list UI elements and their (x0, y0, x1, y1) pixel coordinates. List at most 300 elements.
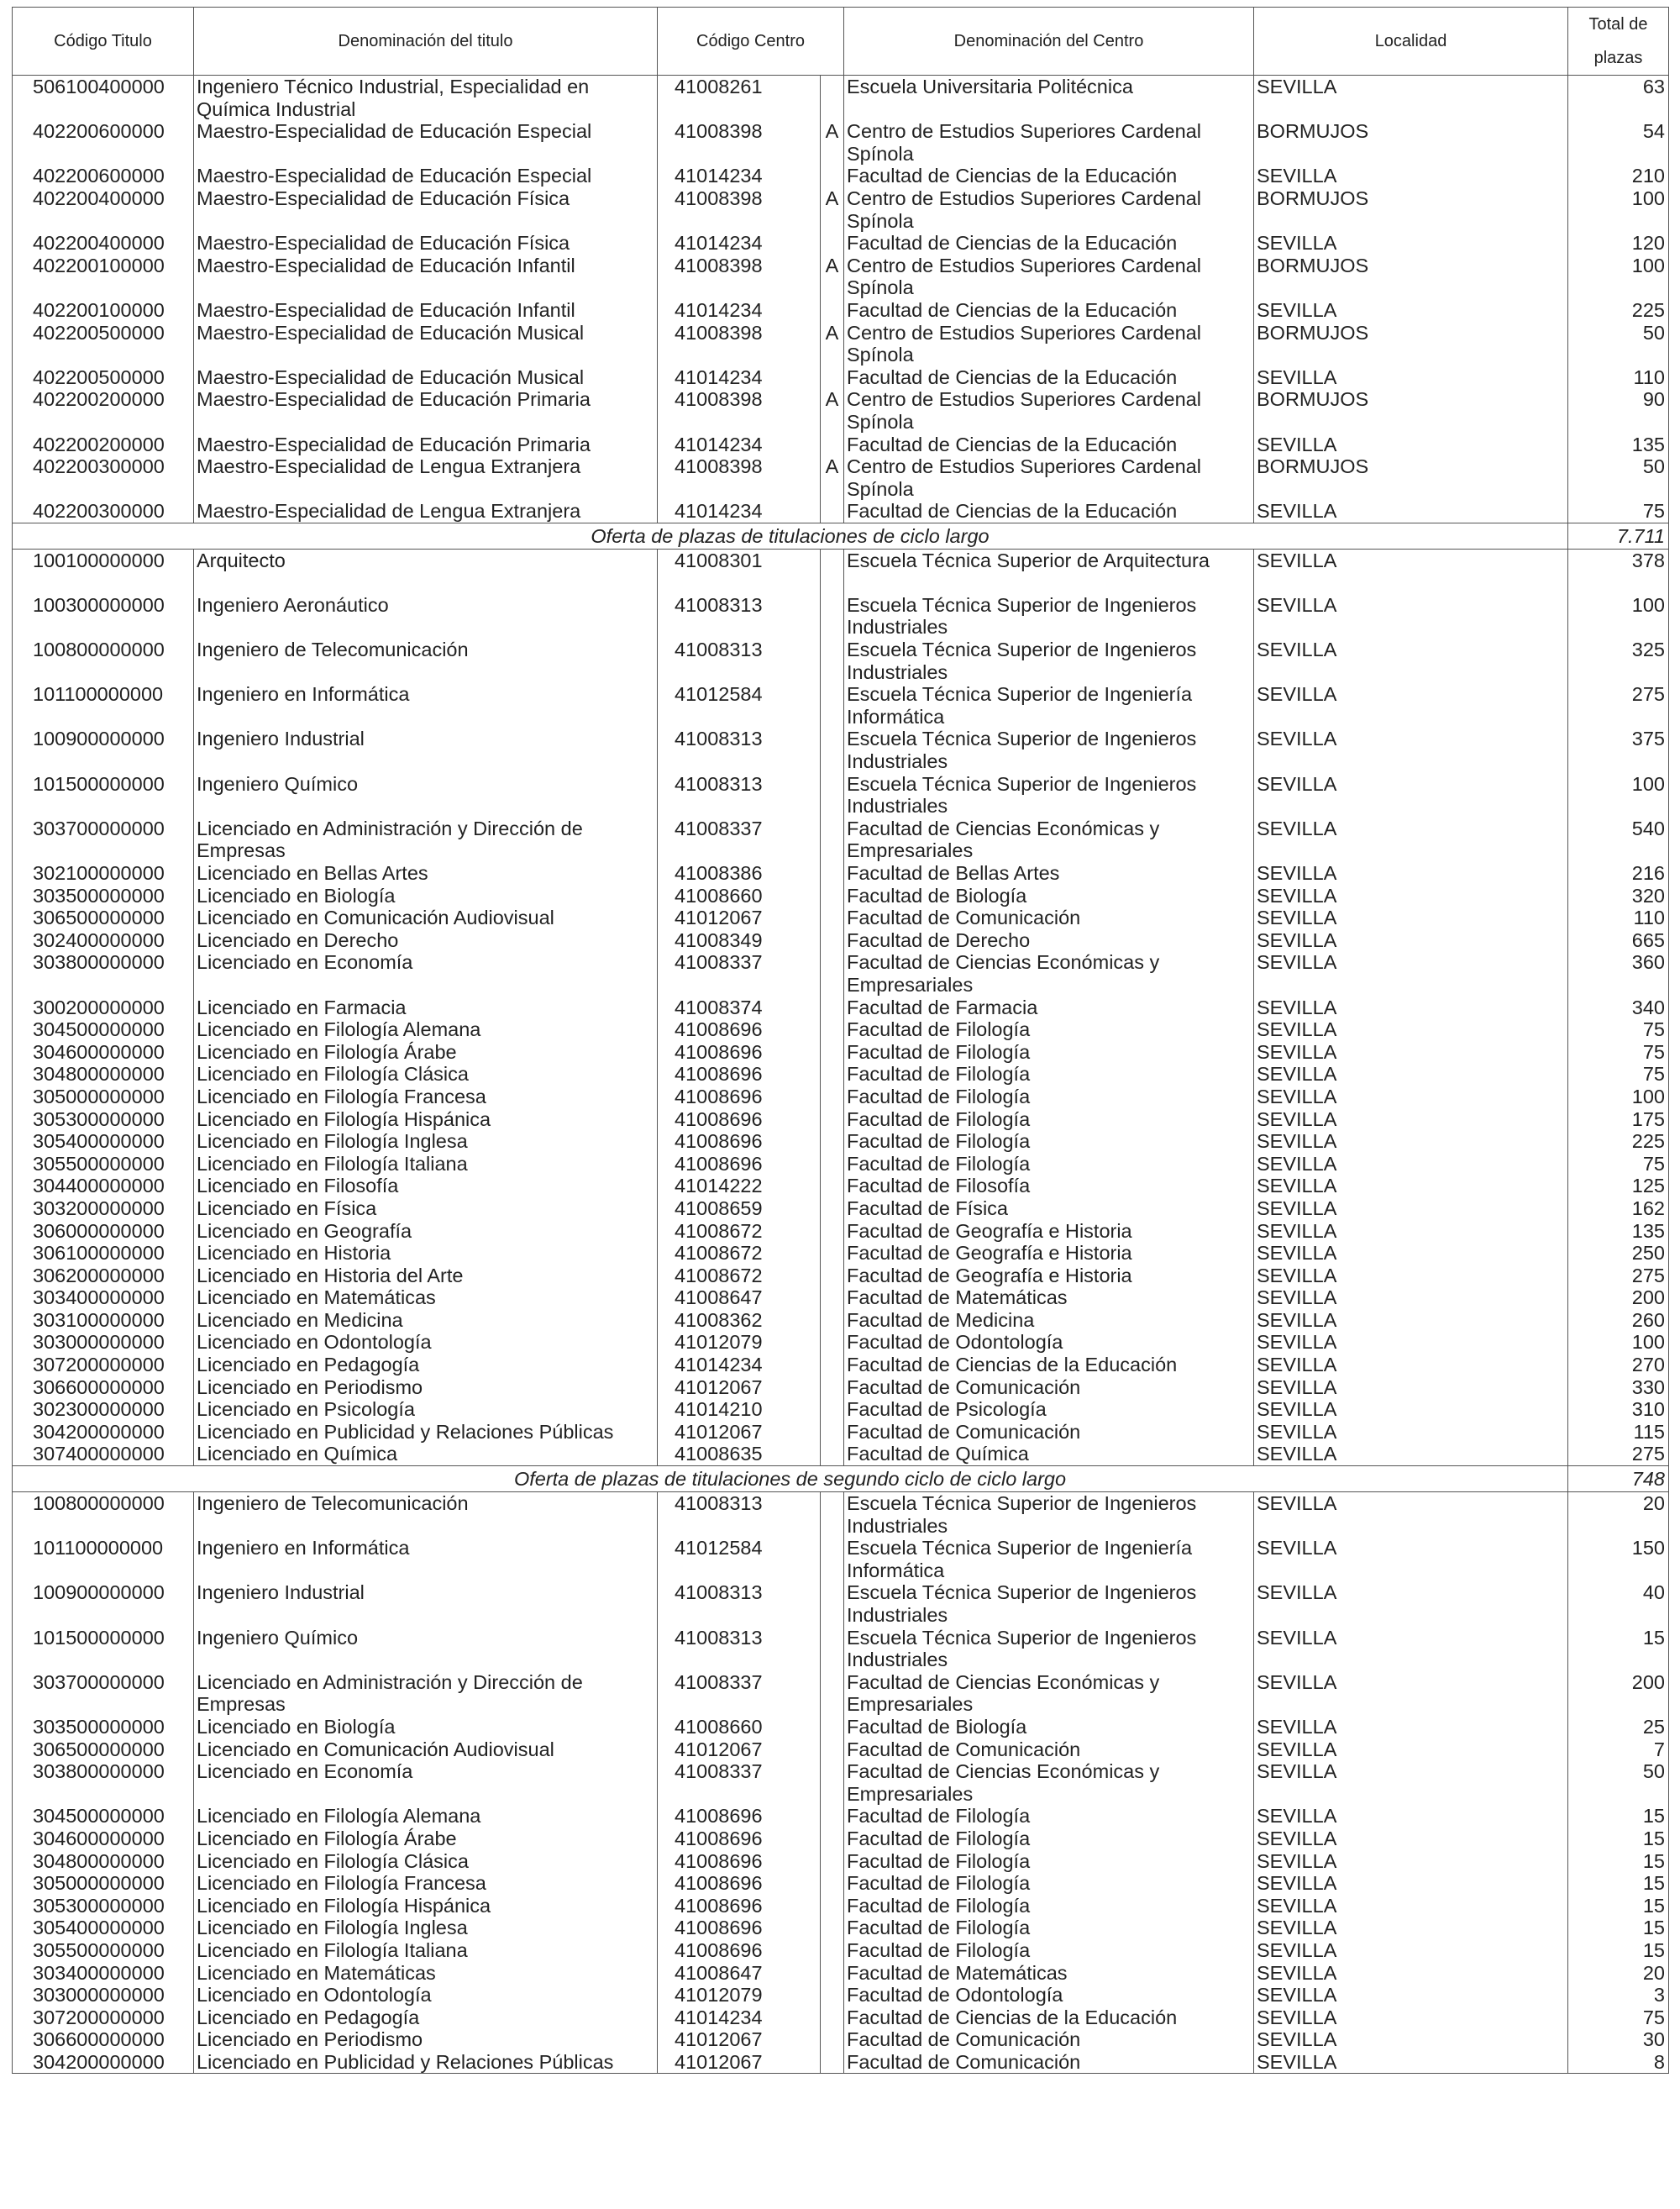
localidad: BORMUJOS (1254, 255, 1568, 299)
denominacion-titulo: Ingeniero Químico (194, 1627, 658, 1671)
codigo-titulo: 100300000000 (13, 594, 194, 639)
denominacion-titulo: Licenciado en Biología (194, 1716, 658, 1738)
table-row (13, 1220, 1669, 1243)
total-plazas: 135 (1568, 1220, 1669, 1243)
localidad: SEVILLA (1254, 165, 1568, 187)
table-row (13, 366, 1669, 389)
codigo-titulo: 303700000000 (13, 818, 194, 862)
total-plazas: 30 (1568, 2028, 1669, 2051)
total-plazas: 75 (1568, 500, 1669, 523)
total-plazas: 210 (1568, 165, 1669, 187)
denominacion-titulo: Licenciado en Matemáticas (194, 1286, 658, 1309)
codigo-centro: 41014234 (658, 366, 821, 389)
codigo-titulo: 303500000000 (13, 1716, 194, 1738)
codigo-centro: 41008659 (658, 1197, 821, 1220)
codigo-centro: 41012067 (658, 907, 821, 929)
table-row (13, 1537, 1669, 1581)
centro-status: A (821, 388, 844, 433)
denominacion-centro: Facultad de Comunicación (844, 1376, 1254, 1399)
localidad: SEVILLA (1254, 1962, 1568, 1985)
centro-status (821, 1939, 844, 1962)
centro-status (821, 639, 844, 683)
centro-status (821, 165, 844, 187)
localidad: SEVILLA (1254, 1443, 1568, 1465)
denominacion-centro: Centro de Estudios Superiores Cardenal Spínola (844, 187, 1254, 232)
localidad: BORMUJOS (1254, 388, 1568, 433)
localidad: SEVILLA (1254, 500, 1568, 523)
denominacion-centro: Facultad de Biología (844, 885, 1254, 907)
centro-status (821, 1443, 844, 1465)
table-row (13, 1242, 1669, 1265)
denominacion-centro: Facultad de Ciencias Económicas y Empresariales (844, 1760, 1254, 1805)
codigo-titulo: 100100000000 (13, 549, 194, 594)
codigo-titulo: 100800000000 (13, 1492, 194, 1538)
denominacion-titulo: Licenciado en Historia (194, 1242, 658, 1265)
codigo-centro: 41012067 (658, 2051, 821, 2074)
localidad: SEVILLA (1254, 639, 1568, 683)
denominacion-centro: Facultad de Ciencias de la Educación (844, 434, 1254, 456)
localidad: SEVILLA (1254, 683, 1568, 728)
table-row (13, 997, 1669, 1019)
centro-status (821, 1492, 844, 1538)
codigo-centro: 41008337 (658, 1671, 821, 1716)
table-row (13, 594, 1669, 639)
localidad: SEVILLA (1254, 299, 1568, 322)
codigo-centro: 41014234 (658, 165, 821, 187)
denominacion-titulo: Licenciado en Filología Clásica (194, 1850, 658, 1873)
codigo-titulo: 305400000000 (13, 1130, 194, 1153)
denominacion-centro: Facultad de Filología (844, 1872, 1254, 1895)
codigo-centro: 41014234 (658, 1354, 821, 1376)
table-row (13, 1671, 1669, 1716)
codigo-centro: 41012079 (658, 1984, 821, 2007)
localidad: SEVILLA (1254, 434, 1568, 456)
codigo-centro: 41008696 (658, 1850, 821, 1873)
table-body (13, 76, 1669, 2074)
table-row (13, 255, 1669, 299)
codigo-titulo: 303400000000 (13, 1286, 194, 1309)
centro-status: A (821, 255, 844, 299)
localidad: SEVILLA (1254, 997, 1568, 1019)
centro-status (821, 1627, 844, 1671)
table-row (13, 1086, 1669, 1108)
denominacion-titulo: Maestro-Especialidad de Educación Primaria (194, 434, 658, 456)
codigo-centro: 41008337 (658, 1760, 821, 1805)
table-row (13, 76, 1669, 121)
total-plazas: 7 (1568, 1738, 1669, 1761)
codigo-titulo: 402200100000 (13, 255, 194, 299)
total-plazas: 15 (1568, 1805, 1669, 1828)
codigo-centro: 41008374 (658, 997, 821, 1019)
codigo-centro: 41008696 (658, 1805, 821, 1828)
denominacion-centro: Facultad de Filología (844, 1108, 1254, 1131)
denominacion-centro: Centro de Estudios Superiores Cardenal Spínola (844, 322, 1254, 366)
codigo-titulo: 101500000000 (13, 1627, 194, 1671)
total-plazas: 75 (1568, 2007, 1669, 2029)
table-row (13, 232, 1669, 255)
centro-status (821, 76, 844, 121)
centro-status (821, 1962, 844, 1985)
table-row (13, 907, 1669, 929)
denominacion-titulo: Ingeniero de Telecomunicación (194, 639, 658, 683)
centro-status (821, 1716, 844, 1738)
total-plazas: 100 (1568, 773, 1669, 818)
localidad: SEVILLA (1254, 1421, 1568, 1444)
denominacion-titulo: Ingeniero Industrial (194, 1581, 658, 1626)
denominacion-titulo: Ingeniero Técnico Industrial, Especialidad en Química Industrial (194, 76, 658, 121)
header-total-plazas: Total de plazas (1568, 8, 1669, 76)
codigo-titulo: 303000000000 (13, 1984, 194, 2007)
table-row (13, 1872, 1669, 1895)
codigo-titulo: 305500000000 (13, 1939, 194, 1962)
codigo-titulo: 306100000000 (13, 1242, 194, 1265)
denominacion-centro: Facultad de Geografía e Historia (844, 1242, 1254, 1265)
codigo-centro: 41014234 (658, 232, 821, 255)
codigo-titulo: 402200200000 (13, 388, 194, 433)
denominacion-centro: Facultad de Filología (844, 1895, 1254, 1917)
section-label: Oferta de plazas de titulaciones de ciclo largo (13, 523, 1568, 549)
centro-status (821, 1086, 844, 1108)
total-plazas: 330 (1568, 1376, 1669, 1399)
centro-status (821, 2028, 844, 2051)
codigo-centro: 41012067 (658, 1421, 821, 1444)
denominacion-centro: Facultad de Farmacia (844, 997, 1254, 1019)
denominacion-centro: Facultad de Ciencias de la Educación (844, 232, 1254, 255)
codigo-titulo: 304500000000 (13, 1805, 194, 1828)
localidad: SEVILLA (1254, 1627, 1568, 1671)
localidad: SEVILLA (1254, 1716, 1568, 1738)
codigo-titulo: 100900000000 (13, 728, 194, 772)
denominacion-centro: Facultad de Química (844, 1443, 1254, 1465)
codigo-titulo: 303000000000 (13, 1331, 194, 1354)
centro-status (821, 1760, 844, 1805)
denominacion-centro: Facultad de Odontología (844, 1984, 1254, 2007)
codigo-titulo: 304200000000 (13, 2051, 194, 2074)
table-row (13, 1984, 1669, 2007)
denominacion-centro: Facultad de Bellas Artes (844, 862, 1254, 885)
localidad: SEVILLA (1254, 1492, 1568, 1538)
section-subtotal-row (13, 1466, 1669, 1492)
denominacion-titulo: Licenciado en Filología Alemana (194, 1018, 658, 1041)
centro-status (821, 1063, 844, 1086)
denominacion-titulo: Licenciado en Administración y Dirección de Empresas (194, 1671, 658, 1716)
denominacion-centro: Facultad de Ciencias Económicas y Empresariales (844, 818, 1254, 862)
codigo-titulo: 402200500000 (13, 322, 194, 366)
total-plazas: 135 (1568, 434, 1669, 456)
centro-status: A (821, 187, 844, 232)
total-plazas: 320 (1568, 885, 1669, 907)
codigo-centro: 41008337 (658, 951, 821, 996)
centro-status (821, 1286, 844, 1309)
denominacion-centro: Facultad de Filología (844, 1850, 1254, 1873)
centro-status (821, 1041, 844, 1064)
table-row (13, 1917, 1669, 1939)
table-row (13, 818, 1669, 862)
localidad: SEVILLA (1254, 1850, 1568, 1873)
denominacion-titulo: Licenciado en Publicidad y Relaciones Públicas (194, 1421, 658, 1444)
codigo-centro: 41008398 (658, 120, 821, 165)
table-row (13, 1939, 1669, 1962)
denominacion-centro: Facultad de Ciencias Económicas y Empresariales (844, 951, 1254, 996)
centro-status (821, 299, 844, 322)
table-row (13, 1108, 1669, 1131)
denominacion-centro: Facultad de Filología (844, 1153, 1254, 1176)
denominacion-centro: Facultad de Filosofía (844, 1175, 1254, 1197)
centro-status (821, 2007, 844, 2029)
localidad: SEVILLA (1254, 1018, 1568, 1041)
header-row (13, 8, 1669, 76)
denominacion-titulo: Licenciado en Psicología (194, 1398, 658, 1421)
localidad: SEVILLA (1254, 1738, 1568, 1761)
total-plazas: 25 (1568, 1716, 1669, 1738)
denominacion-titulo: Maestro-Especialidad de Educación Infantil (194, 299, 658, 322)
denominacion-centro: Facultad de Física (844, 1197, 1254, 1220)
codigo-centro: 41008313 (658, 728, 821, 772)
codigo-centro: 41008349 (658, 929, 821, 952)
table-row (13, 951, 1669, 996)
denominacion-centro: Facultad de Ciencias Económicas y Empresariales (844, 1671, 1254, 1716)
codigo-titulo: 402200500000 (13, 366, 194, 389)
total-plazas: 100 (1568, 255, 1669, 299)
codigo-titulo: 101500000000 (13, 773, 194, 818)
codigo-titulo: 307400000000 (13, 1443, 194, 1465)
codigo-titulo: 306600000000 (13, 1376, 194, 1399)
codigo-centro: 41008313 (658, 1492, 821, 1538)
denominacion-centro: Centro de Estudios Superiores Cardenal Spínola (844, 455, 1254, 500)
centro-status (821, 1309, 844, 1332)
table-row (13, 1492, 1669, 1538)
total-plazas: 120 (1568, 232, 1669, 255)
localidad: SEVILLA (1254, 2007, 1568, 2029)
codigo-centro: 41008696 (658, 1130, 821, 1153)
table-row (13, 1197, 1669, 1220)
total-plazas: 100 (1568, 187, 1669, 232)
table-row (13, 1376, 1669, 1399)
localidad: SEVILLA (1254, 1939, 1568, 1962)
denominacion-titulo: Licenciado en Física (194, 1197, 658, 1220)
denominacion-titulo: Maestro-Especialidad de Educación Infantil (194, 255, 658, 299)
total-plazas: 50 (1568, 455, 1669, 500)
centro-status (821, 1581, 844, 1626)
total-plazas: 150 (1568, 1537, 1669, 1581)
total-plazas: 50 (1568, 322, 1669, 366)
denominacion-titulo: Licenciado en Periodismo (194, 1376, 658, 1399)
table-row (13, 120, 1669, 165)
total-plazas: 100 (1568, 594, 1669, 639)
total-plazas: 162 (1568, 1197, 1669, 1220)
codigo-centro: 41008647 (658, 1962, 821, 1985)
table-row (13, 773, 1669, 818)
localidad: SEVILLA (1254, 1805, 1568, 1828)
codigo-titulo: 306000000000 (13, 1220, 194, 1243)
codigo-centro: 41008313 (658, 773, 821, 818)
denominacion-titulo: Licenciado en Pedagogía (194, 1354, 658, 1376)
table-row (13, 1962, 1669, 1985)
total-plazas: 100 (1568, 1086, 1669, 1108)
denominacion-centro: Facultad de Filología (844, 1828, 1254, 1850)
denominacion-titulo: Licenciado en Filología Hispánica (194, 1895, 658, 1917)
table-row (13, 1828, 1669, 1850)
table-row (13, 2028, 1669, 2051)
localidad: SEVILLA (1254, 1265, 1568, 1287)
codigo-centro: 41012067 (658, 1376, 821, 1399)
denominacion-centro: Facultad de Geografía e Historia (844, 1265, 1254, 1287)
centro-status (821, 2051, 844, 2074)
table-row (13, 1175, 1669, 1197)
codigo-titulo: 506100400000 (13, 76, 194, 121)
localidad: SEVILLA (1254, 773, 1568, 818)
denominacion-centro: Facultad de Ciencias de la Educación (844, 299, 1254, 322)
denominacion-titulo: Licenciado en Odontología (194, 1984, 658, 2007)
codigo-titulo: 300200000000 (13, 997, 194, 1019)
total-plazas: 50 (1568, 1760, 1669, 1805)
denominacion-titulo: Ingeniero Químico (194, 773, 658, 818)
codigo-centro: 41008696 (658, 1828, 821, 1850)
codigo-titulo: 303500000000 (13, 885, 194, 907)
centro-status (821, 1895, 844, 1917)
denominacion-titulo: Licenciado en Matemáticas (194, 1962, 658, 1985)
centro-status (821, 434, 844, 456)
total-plazas: 115 (1568, 1421, 1669, 1444)
localidad: SEVILLA (1254, 1063, 1568, 1086)
denominacion-titulo: Licenciado en Pedagogía (194, 2007, 658, 2029)
localidad: SEVILLA (1254, 1041, 1568, 1064)
codigo-titulo: 303700000000 (13, 1671, 194, 1716)
total-plazas: 100 (1568, 1331, 1669, 1354)
centro-status (821, 1738, 844, 1761)
denominacion-centro: Facultad de Ciencias de la Educación (844, 2007, 1254, 2029)
total-plazas: 20 (1568, 1492, 1669, 1538)
denominacion-titulo: Licenciado en Filología Clásica (194, 1063, 658, 1086)
total-plazas: 15 (1568, 1850, 1669, 1873)
denominacion-centro: Escuela Técnica Superior de Ingenieros Industriales (844, 773, 1254, 818)
codigo-centro: 41014234 (658, 299, 821, 322)
total-plazas: 310 (1568, 1398, 1669, 1421)
codigo-centro: 41012079 (658, 1331, 821, 1354)
centro-status (821, 1398, 844, 1421)
table-row (13, 1716, 1669, 1738)
localidad: SEVILLA (1254, 1331, 1568, 1354)
codigo-titulo: 402200400000 (13, 187, 194, 232)
total-plazas: 54 (1568, 120, 1669, 165)
denominacion-centro: Facultad de Filología (844, 1130, 1254, 1153)
centro-status (821, 232, 844, 255)
denominacion-titulo: Maestro-Especialidad de Educación Física (194, 187, 658, 232)
total-plazas: 125 (1568, 1175, 1669, 1197)
centro-status (821, 1153, 844, 1176)
denominacion-centro: Escuela Técnica Superior de Ingenieros Industriales (844, 1627, 1254, 1671)
denominacion-titulo: Licenciado en Periodismo (194, 2028, 658, 2051)
codigo-titulo: 304200000000 (13, 1421, 194, 1444)
plazas-table (12, 7, 1669, 2074)
denominacion-titulo: Licenciado en Química (194, 1443, 658, 1465)
total-plazas: 216 (1568, 862, 1669, 885)
table-row (13, 165, 1669, 187)
codigo-centro: 41008696 (658, 1041, 821, 1064)
table-row (13, 299, 1669, 322)
codigo-titulo: 306600000000 (13, 2028, 194, 2051)
header-localidad: Localidad (1254, 8, 1568, 76)
denominacion-titulo: Licenciado en Filosofía (194, 1175, 658, 1197)
table-row (13, 1286, 1669, 1309)
total-plazas: 15 (1568, 1627, 1669, 1671)
table-row (13, 2051, 1669, 2074)
header-denominacion-titulo: Denominación del titulo (194, 8, 658, 76)
codigo-titulo: 303800000000 (13, 1760, 194, 1805)
table-row (13, 1895, 1669, 1917)
total-plazas: 200 (1568, 1286, 1669, 1309)
centro-status (821, 1018, 844, 1041)
codigo-centro: 41012584 (658, 1537, 821, 1581)
denominacion-centro: Escuela Técnica Superior de Ingenieros Industriales (844, 728, 1254, 772)
centro-status (821, 951, 844, 996)
centro-status (821, 997, 844, 1019)
localidad: BORMUJOS (1254, 322, 1568, 366)
centro-status (821, 862, 844, 885)
localidad: SEVILLA (1254, 1828, 1568, 1850)
denominacion-titulo: Licenciado en Administración y Dirección de Empresas (194, 818, 658, 862)
localidad: SEVILLA (1254, 1917, 1568, 1939)
denominacion-centro: Facultad de Filología (844, 1063, 1254, 1086)
section-total: 748 (1568, 1466, 1669, 1492)
codigo-centro: 41014222 (658, 1175, 821, 1197)
table-row (13, 1309, 1669, 1332)
total-plazas: 275 (1568, 1265, 1669, 1287)
denominacion-centro: Facultad de Psicología (844, 1398, 1254, 1421)
denominacion-centro: Facultad de Filología (844, 1086, 1254, 1108)
total-plazas: 15 (1568, 1872, 1669, 1895)
denominacion-titulo: Licenciado en Filología Francesa (194, 1872, 658, 1895)
denominacion-centro: Facultad de Filología (844, 1018, 1254, 1041)
codigo-titulo: 303800000000 (13, 951, 194, 996)
total-plazas: 8 (1568, 2051, 1669, 2074)
localidad: BORMUJOS (1254, 455, 1568, 500)
localidad: SEVILLA (1254, 2051, 1568, 2074)
section-label: Oferta de plazas de titulaciones de segundo ciclo de ciclo largo (13, 1466, 1568, 1492)
denominacion-titulo: Maestro-Especialidad de Educación Musical (194, 322, 658, 366)
centro-status (821, 1421, 844, 1444)
denominacion-centro: Escuela Técnica Superior de Ingenieros Industriales (844, 1581, 1254, 1626)
codigo-centro: 41008696 (658, 1917, 821, 1939)
codigo-centro: 41008398 (658, 455, 821, 500)
localidad: SEVILLA (1254, 1086, 1568, 1108)
denominacion-centro: Centro de Estudios Superiores Cardenal Spínola (844, 120, 1254, 165)
centro-status (821, 885, 844, 907)
table-row (13, 500, 1669, 523)
localidad: SEVILLA (1254, 1175, 1568, 1197)
codigo-titulo: 101100000000 (13, 683, 194, 728)
total-plazas: 110 (1568, 907, 1669, 929)
denominacion-centro: Facultad de Ciencias de la Educación (844, 366, 1254, 389)
denominacion-centro: Facultad de Odontología (844, 1331, 1254, 1354)
denominacion-titulo: Licenciado en Medicina (194, 1309, 658, 1332)
denominacion-titulo: Licenciado en Farmacia (194, 997, 658, 1019)
centro-status (821, 1175, 844, 1197)
centro-status (821, 366, 844, 389)
centro-status (821, 907, 844, 929)
codigo-centro: 41012067 (658, 2028, 821, 2051)
codigo-centro: 41008696 (658, 1939, 821, 1962)
localidad: BORMUJOS (1254, 120, 1568, 165)
denominacion-titulo: Licenciado en Filología Inglesa (194, 1130, 658, 1153)
denominacion-titulo: Licenciado en Odontología (194, 1331, 658, 1354)
codigo-titulo: 302100000000 (13, 862, 194, 885)
centro-status: A (821, 120, 844, 165)
table-row (13, 1398, 1669, 1421)
codigo-titulo: 100800000000 (13, 639, 194, 683)
codigo-centro: 41008261 (658, 76, 821, 121)
codigo-titulo: 303100000000 (13, 1309, 194, 1332)
